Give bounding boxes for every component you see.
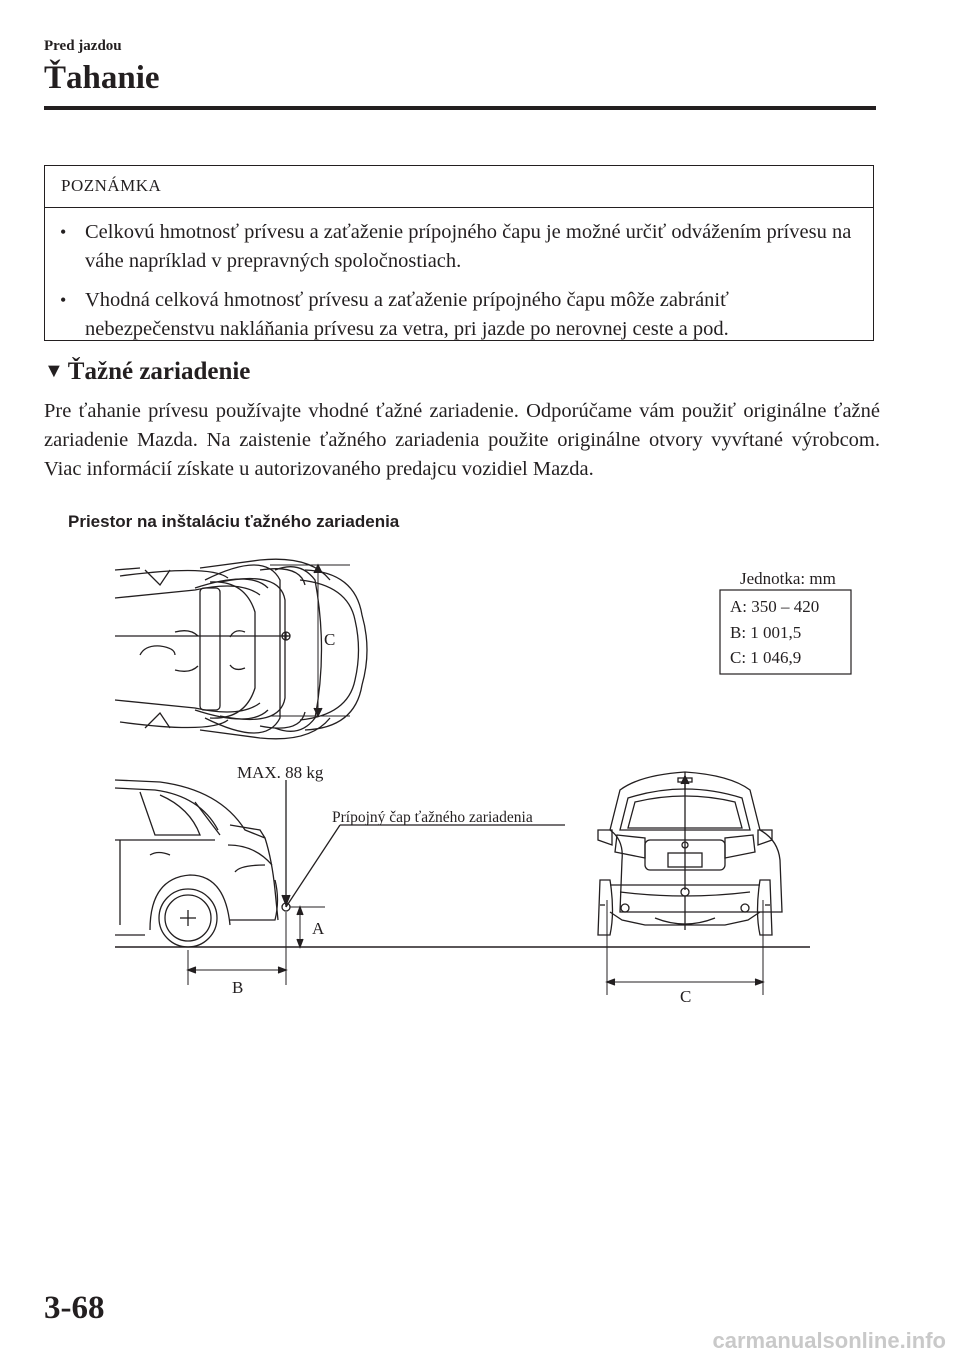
note-heading: POZNÁMKA — [45, 166, 873, 208]
bullet-icon: • — [60, 222, 67, 242]
figure-caption: Priestor na inštaláciu ťažného zariadenia — [68, 512, 400, 531]
dim-c-rear-label: C — [680, 987, 692, 1006]
top-view-vehicle — [115, 559, 367, 739]
triangle-marker-icon: ▼ — [44, 360, 64, 382]
side-view-vehicle — [115, 780, 278, 947]
note-list — [45, 218, 873, 344]
dim-b-value: B: 1 001,5 — [730, 623, 802, 642]
rear-view-vehicle — [598, 772, 782, 935]
bullet-icon: • — [60, 290, 67, 310]
subsection-title: Ťažné zariadenie — [67, 358, 251, 385]
page-number: 3-68 — [44, 1290, 105, 1326]
dim-c-value: C: 1 046,9 — [730, 648, 802, 667]
subsection-body: Pre ťahanie prívesu používajte vhodné ťažné zariadenie. Odporúčame vám použiť originálne ťažné zariadenie Mazda. Na zaistenie ťažného zariadenia použite originálne otvory vyvŕtané výrobcom. Viac informácií získate u autorizovaného predajcu vozidiel Mazda. — [44, 400, 880, 480]
subsection-heading — [44, 358, 250, 386]
dim-b-label: B — [232, 978, 244, 997]
unit-label: Jednotka: mm — [740, 569, 836, 588]
tow-hitch-figure — [100, 540, 860, 1010]
page-title: Ťahanie — [44, 60, 160, 96]
title-rule — [44, 106, 876, 110]
note-item — [45, 218, 873, 276]
note-item-text: Vhodná celková hmotnosť prívesu a zaťaženie prípojného čapu môže zabrániť nebezpečenstvu nakláňania prívesu za vetra, pri jazde po nerovnej ceste a pod. — [85, 289, 729, 340]
hitch-ball-label: Prípojný čap ťažného zariadenia — [332, 809, 533, 826]
dim-a-label: A — [312, 919, 325, 938]
watermark: carmanualsonline.info — [712, 1328, 946, 1353]
note-item-text: Celkovú hmotnosť prívesu a zaťaženie prípojného čapu je možné určiť odvážením prívesu na váhe napríklad v prepravných spoločnostiach. — [85, 221, 852, 272]
section-label: Pred jazdou — [44, 38, 122, 54]
max-load-label: MAX. 88 kg — [237, 763, 324, 782]
note-item — [45, 286, 873, 344]
dim-c-top-label: C — [324, 630, 336, 649]
dim-a-value: A: 350 – 420 — [730, 597, 820, 616]
note-box — [44, 165, 874, 341]
